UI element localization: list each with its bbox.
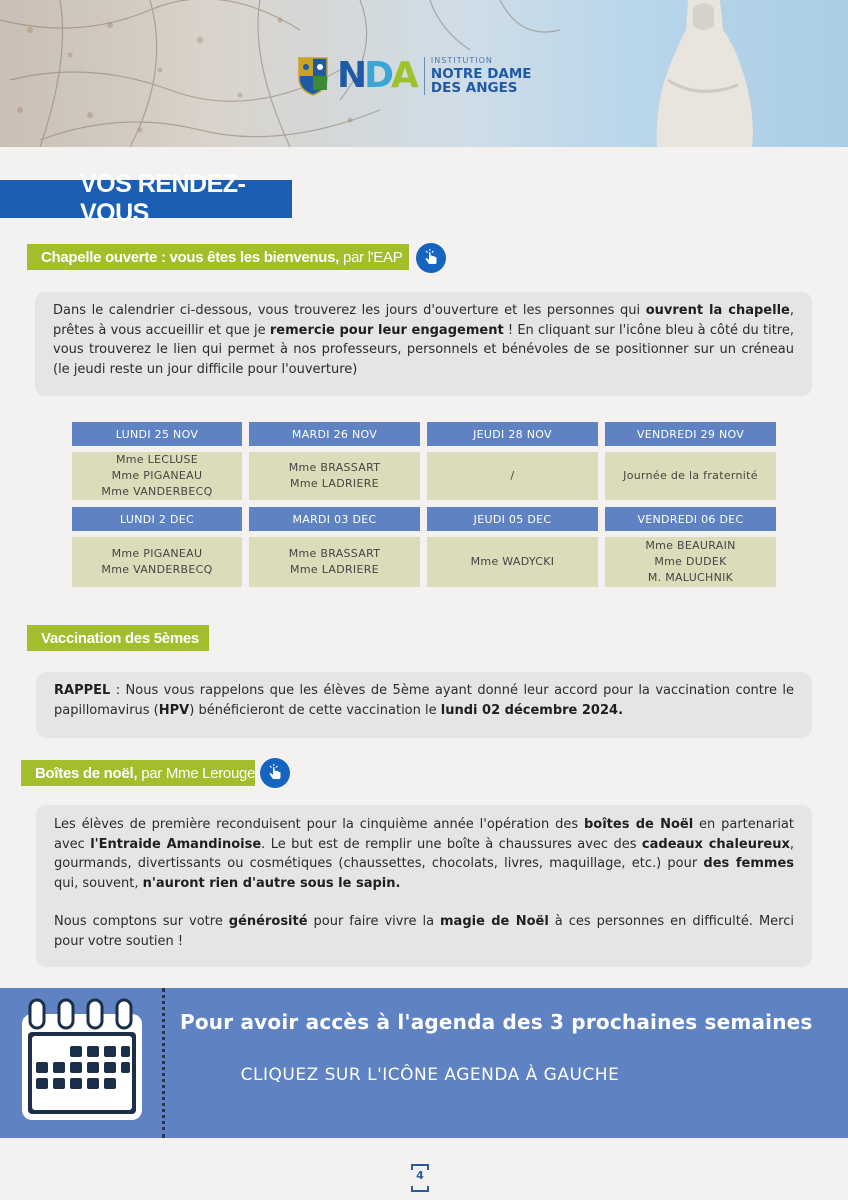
schedule-cell: Mme LECLUSE Mme PIGANEAU Mme VANDERBECQ	[72, 452, 242, 500]
boites-paragraph-2: Nous comptons sur votre générosité pour faire vivre la magie de Noël à ces personnes en difficulté. Merci pour votre soutien !	[54, 914, 794, 949]
logo-text	[431, 57, 532, 95]
agenda-footer-band	[0, 988, 848, 1138]
schedule-cell: Mme BRASSART Mme LADRIERE	[249, 452, 420, 500]
vaccination-title: Vaccination des 5èmes	[41, 629, 199, 647]
click-hand-icon[interactable]	[260, 758, 290, 788]
chapelle-heading	[27, 244, 409, 270]
day-header: LUNDI 2 DEC	[72, 507, 242, 531]
day-header: MARDI 03 DEC	[249, 507, 420, 531]
click-hand-icon[interactable]	[416, 243, 446, 273]
boites-subtitle: par Mme Lerouge	[141, 764, 256, 782]
day-header: VENDREDI 29 NOV	[605, 422, 776, 446]
logo-letters: NDA	[337, 55, 416, 96]
day-header: JEUDI 05 DEC	[427, 507, 598, 531]
schedule-cell: Mme BEAURAIN Mme DUDEK M. MALUCHNIK	[605, 537, 776, 587]
schedule-cell: Journée de la fraternité	[605, 452, 776, 500]
institution-label: INSTITUTION	[430, 56, 493, 65]
pointer-hand-icon	[421, 248, 441, 268]
calendar-icon[interactable]	[18, 998, 146, 1126]
boites-paragraph-1: Les élèves de première reconduisent pour la cinquième année l'opération des boîtes de Noël en partenariat avec l'Entraide Amandinoise. Le but est de remplir une boîte à chaussures avec des cadeaux chaleureux, gourmands, divertissants ou cosmétiques (chaussettes, chocolats, livres, maquillage, etc.) pour des femmes qui, souvent, n'auront rien d'autre sous le sapin.	[54, 817, 794, 891]
boites-title: Boîtes de noël,	[35, 764, 138, 782]
header-banner	[0, 0, 848, 147]
chapelle-text: Dans le calendrier ci-dessous, vous trouverez les jours d'ouverture et les personnes qui ouvrent la chapelle, prêtes à vous accueillir et que je remercie pour leur engagement ! En cliquant sur l'icône bleu à côté du titre, vous trouverez le lien qui permet à nos professeurs, personnels et bénévoles de se positionner sur un créneau (le jeudi reste un jour difficile pour l'ouverture)	[53, 303, 794, 377]
boites-info-box	[36, 805, 812, 967]
schedule-cell: Mme PIGANEAU Mme VANDERBECQ	[72, 537, 242, 587]
chapelle-subtitle: par l'EAP	[343, 248, 403, 266]
vaccination-heading	[27, 625, 209, 651]
vaccination-text: RAPPEL : Nous vous rappelons que les élèves de 5ème ayant donné leur accord pour la vaccination contre le papillomavirus (HPV) bénéficieront de cette vaccination le lundi 02 décembre 2024.	[54, 683, 794, 718]
school-logo[interactable]	[297, 55, 532, 97]
chapelle-info-box	[35, 292, 812, 396]
crest-icon	[297, 56, 329, 96]
page-number: 4	[411, 1164, 429, 1192]
footer-title: Pour avoir accès à l'agenda des 3 prochaines semaines	[180, 1010, 813, 1034]
boites-heading	[21, 760, 255, 786]
vaccination-info-box	[36, 672, 812, 738]
section-title: VOS RENDEZ-VOUS	[0, 180, 292, 218]
day-header: VENDREDI 06 DEC	[605, 507, 776, 531]
day-header: LUNDI 25 NOV	[72, 422, 242, 446]
day-header: MARDI 26 NOV	[249, 422, 420, 446]
school-name-line2: DES ANGES	[430, 80, 518, 96]
schedule-cell: Mme BRASSART Mme LADRIERE	[249, 537, 420, 587]
footer-subtitle: CLIQUEZ SUR L'ICÔNE AGENDA À GAUCHE	[240, 1065, 620, 1085]
school-name-line1: NOTRE DAME	[430, 66, 532, 82]
footer-divider	[162, 988, 165, 1138]
schedule-cell: Mme WADYCKI	[427, 537, 598, 587]
day-header: JEUDI 28 NOV	[427, 422, 598, 446]
statue-image	[628, 0, 778, 147]
logo-divider	[424, 57, 425, 95]
pointer-hand-icon	[265, 763, 285, 783]
schedule-cell: /	[427, 452, 598, 500]
chapelle-title: Chapelle ouverte : vous êtes les bienvenus,	[41, 248, 340, 266]
